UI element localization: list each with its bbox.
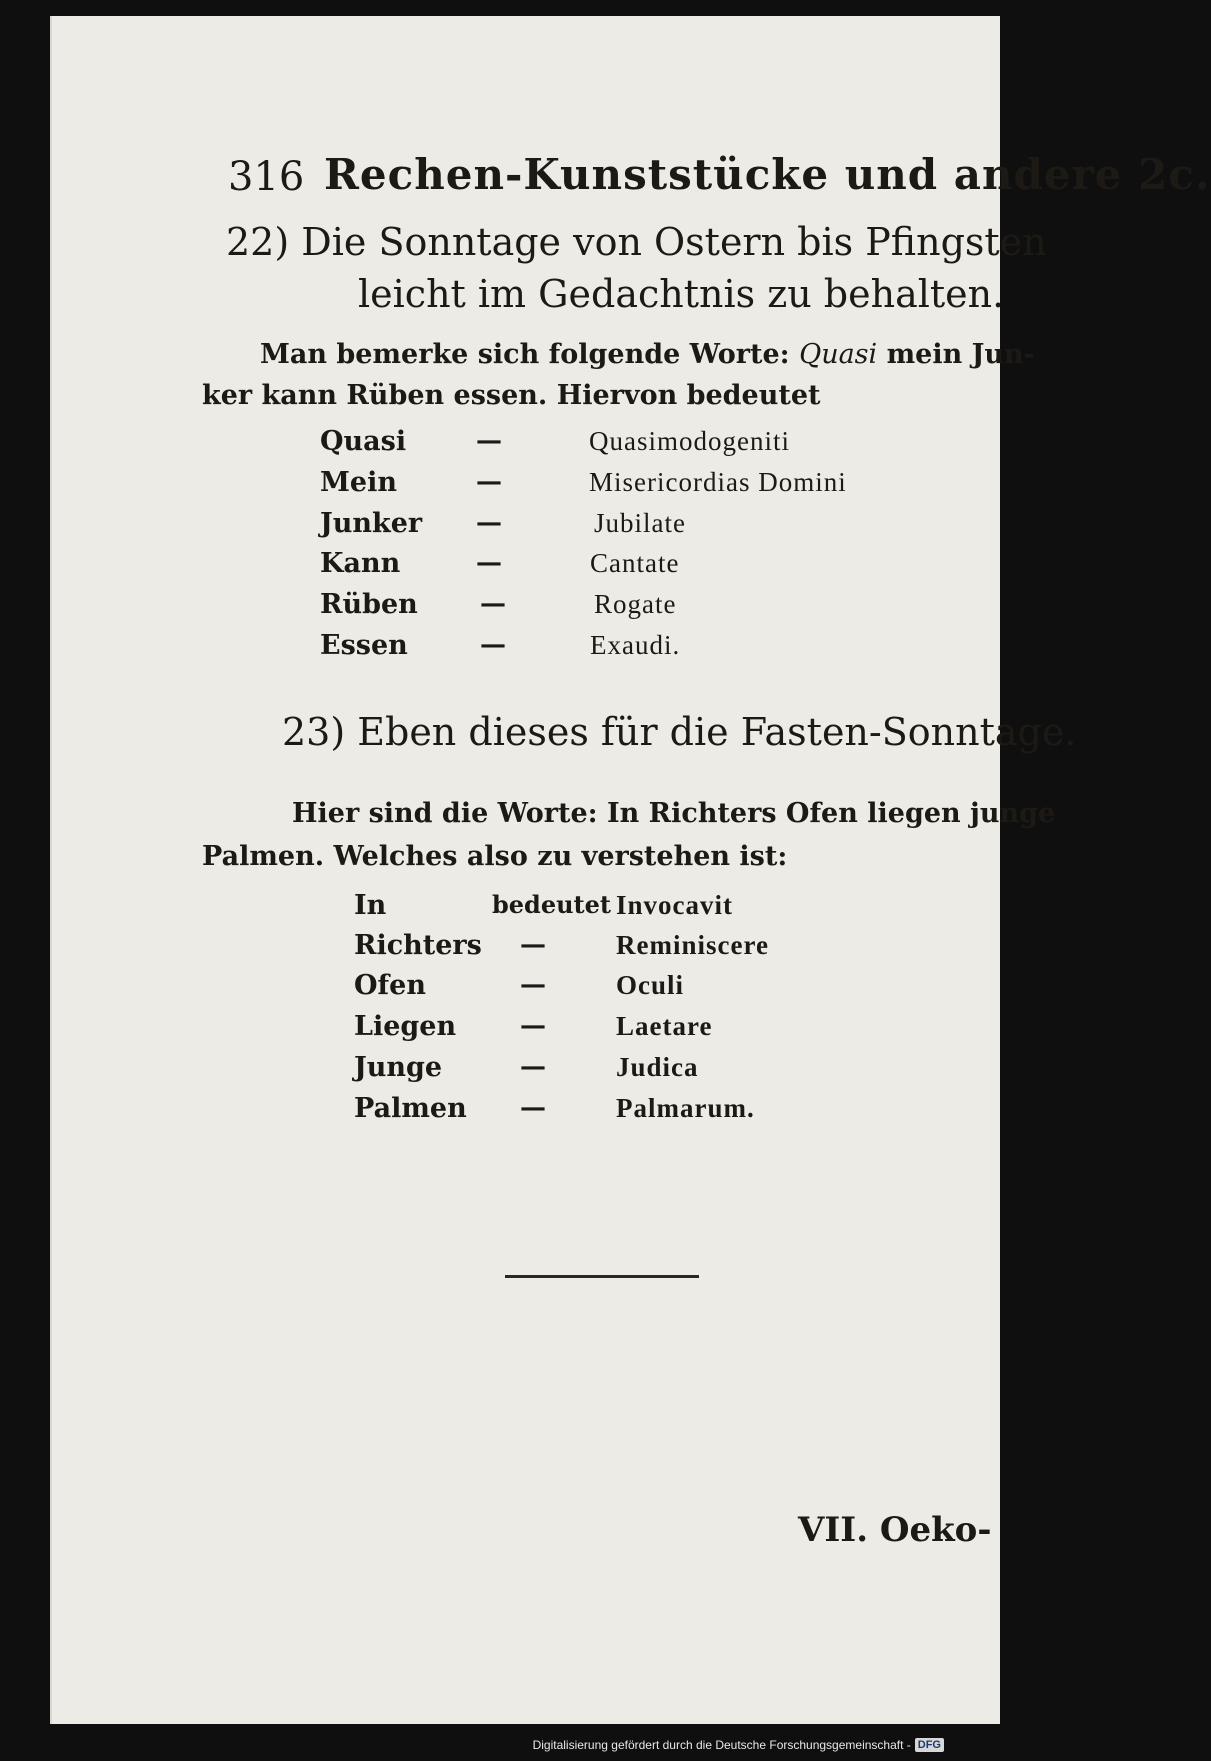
- section-22-heading-line2: leicht im Gedachtnis zu behalten.: [358, 272, 1005, 316]
- mnemonic-word: Quasi: [320, 426, 407, 457]
- mnemonic-word: Essen: [320, 630, 408, 661]
- dash: —: [480, 630, 506, 660]
- book-page: [50, 16, 1211, 1724]
- sunday-name: Palmarum.: [616, 1093, 755, 1123]
- dash: —: [520, 970, 546, 1000]
- dash: —: [520, 1052, 546, 1082]
- credit-text: Digitalisierung gefördert durch die Deutsche Forschungsgemeinschaft -: [532, 1738, 911, 1752]
- sunday-name: Reminiscere: [616, 930, 769, 960]
- page-number: 316: [228, 154, 305, 200]
- dash: —: [476, 467, 502, 497]
- dash: —: [520, 1093, 546, 1123]
- dash: —: [476, 508, 502, 538]
- intro-text: Man bemerke sich folgende Worte:: [260, 339, 790, 370]
- sunday-name: Jubilate: [594, 508, 686, 538]
- section-22-intro-line1: [260, 339, 1035, 370]
- mnemonic-word: In: [354, 890, 387, 921]
- sunday-name: Exaudi.: [590, 630, 681, 660]
- section-23-intro-line1: Hier sind die Worte: In Richters Ofen liegen junge: [292, 798, 1056, 829]
- dash: —: [476, 426, 502, 456]
- mnemonic-word: Ofen: [354, 970, 426, 1001]
- digitization-credit: [533, 1735, 944, 1755]
- dash: —: [476, 548, 502, 578]
- mnemonic-word: Richters: [354, 930, 482, 961]
- sunday-name: Laetare: [616, 1011, 713, 1041]
- dfg-logo: DFG: [915, 1738, 944, 1752]
- mnemonic-word: Kann: [320, 548, 401, 579]
- mnemonic-word: Rüben: [320, 589, 418, 620]
- dash: —: [520, 930, 546, 960]
- section-23-intro-line2: Palmen. Welches also zu verstehen ist:: [202, 841, 788, 872]
- mnemonic-word: Mein: [320, 467, 397, 498]
- intro-italic-word: Quasi: [799, 339, 878, 370]
- mnemonic-word: Palmen: [354, 1093, 467, 1124]
- section-end-rule: [505, 1275, 699, 1278]
- section-22-intro-line2: ker kann Rüben essen. Hiervon bedeutet: [202, 380, 821, 411]
- mnemonic-word: Liegen: [354, 1011, 457, 1042]
- sunday-name: Cantate: [590, 548, 680, 578]
- section-22-heading-line1: 22) Die Sonntage von Ostern bis Pfingsten: [226, 220, 1047, 264]
- sunday-name: Oculi: [616, 970, 685, 1000]
- intro-text-end: mein Jun-: [886, 339, 1035, 370]
- bedeutet-label: bedeutet: [492, 890, 611, 919]
- sunday-name: Judica: [616, 1052, 699, 1082]
- section-23-heading: 23) Eben dieses für die Fasten-Sonntage.: [282, 710, 1077, 754]
- sunday-name: Misericordias Domini: [589, 467, 847, 497]
- catchword: VII. Oeko-: [798, 1510, 992, 1550]
- sunday-name: Quasimodogeniti: [589, 426, 790, 456]
- mnemonic-word: Junge: [354, 1052, 443, 1083]
- dash: —: [480, 589, 506, 619]
- sunday-name: Rogate: [594, 589, 677, 619]
- sunday-name: Invocavit: [616, 890, 733, 920]
- running-title: Rechen-Kunststücke und andere 2c.: [324, 150, 1211, 199]
- mnemonic-word: Junker: [320, 508, 423, 539]
- dash: —: [520, 1011, 546, 1041]
